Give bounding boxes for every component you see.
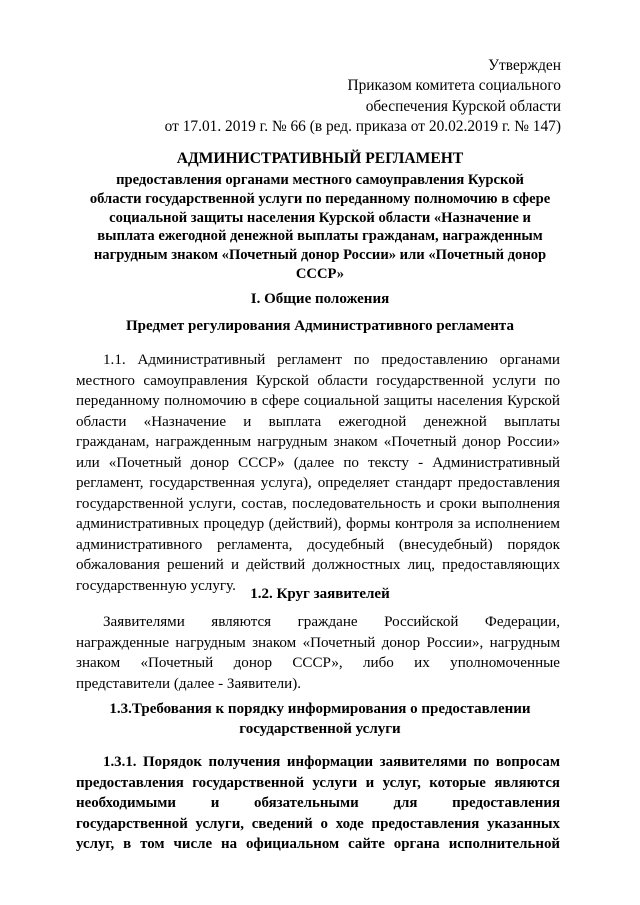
paragraph-line: или «Почетный донор СССР» (далее по тексту - Административный	[76, 454, 560, 471]
subject-heading: Предмет регулирования Административного регламента	[126, 318, 514, 334]
document-subtitle	[75, 171, 565, 284]
approval-line: обеспечения Курской области	[365, 97, 561, 115]
paragraph-1-2	[76, 612, 560, 694]
paragraph-line: области «Назначение и выплата ежегодной денежной выплаты	[76, 413, 560, 430]
paragraph-line: административного регламента, досудебный (внесудебный) порядок	[76, 536, 560, 553]
paragraph-line: государственную услугу.	[76, 577, 236, 594]
subtitle-line: нагрудным знаком «Почетный донор России» или «Почетный донор	[93, 247, 547, 264]
paragraph-line: гражданам, награжденным нагрудным знаком «Почетный донор России»	[76, 434, 560, 450]
approval-line: от 17.01. 2019 г. № 66 (в ред. приказа от 20.02.2019 г. № 147)	[164, 118, 561, 136]
paragraph-line: обжалования решений и действий должностных лиц, предоставляющих	[76, 557, 560, 573]
approval-line: Приказом комитета социального	[347, 77, 561, 95]
paragraph-line: услуг, в том числе на официальном сайте органа исполнительной	[76, 836, 560, 852]
paragraph-line: местного самоуправления Курской области государственной услуги по	[76, 372, 560, 389]
section-heading-applicants: 1.2. Круг заявителей	[250, 586, 390, 602]
paragraph-line: предоставления государственной услуги и услуг, которые являются	[76, 774, 560, 791]
paragraph-line: государственной услуги, сведений о ходе предоставления указанных	[76, 815, 560, 832]
heading-line: государственной услуги	[239, 721, 401, 737]
subtitle-line: СССР»	[295, 265, 345, 282]
paragraph-line: 1.3.1. Порядок получения информации заявителями по вопросам	[103, 754, 560, 770]
paragraph-line: регламент, государственная услуга), определяет стандарт предоставления	[76, 475, 560, 491]
document-title: АДМИНИСТРАТИВНЫЙ РЕГЛАМЕНТ	[176, 150, 464, 167]
subtitle-line: выплата ежегодной денежной выплаты гражданам, награжденным	[97, 228, 543, 245]
paragraph-1-1	[76, 350, 560, 596]
section-heading-informing	[75, 699, 565, 739]
paragraph-line: знаком «Почетный донор СССР», либо их уполномоченные	[76, 655, 560, 671]
paragraph-line: Заявителями являются граждане Российской Федерации,	[103, 614, 560, 630]
paragraph-line: переданному полномочию в сфере социальной защиты населения Курской	[76, 393, 560, 409]
approval-line: Утвержден	[488, 57, 561, 74]
section-heading-general: I. Общие положения	[250, 291, 390, 307]
paragraph-line: награжденные нагрудным знаком «Почетный донор России», нагрудным	[76, 634, 560, 651]
subtitle-line: социальной защиты населения Курской области «Назначение и	[109, 209, 531, 226]
subtitle-line: области государственной услуги по переданному полномочию в сфере	[89, 190, 551, 207]
paragraph-line: необходимыми и обязательными для предоставления	[76, 795, 560, 811]
paragraph-line: 1.1. Административный регламент по предоставлению органами	[103, 352, 560, 368]
paragraph-line: представители (далее - Заявители).	[76, 675, 302, 692]
heading-line: 1.3.Требования к порядку информирования о предоставлении	[109, 701, 531, 717]
paragraph-line: административных процедур (действий), формы контроля за исполнением	[76, 516, 560, 532]
paragraph-line: государственной услуги, состав, последовательность и сроки выполнения	[76, 495, 560, 512]
subtitle-line: предоставления органами местного самоуправления Курской	[116, 172, 524, 188]
paragraph-1-3-1	[76, 752, 560, 855]
approval-stamp	[100, 56, 561, 138]
